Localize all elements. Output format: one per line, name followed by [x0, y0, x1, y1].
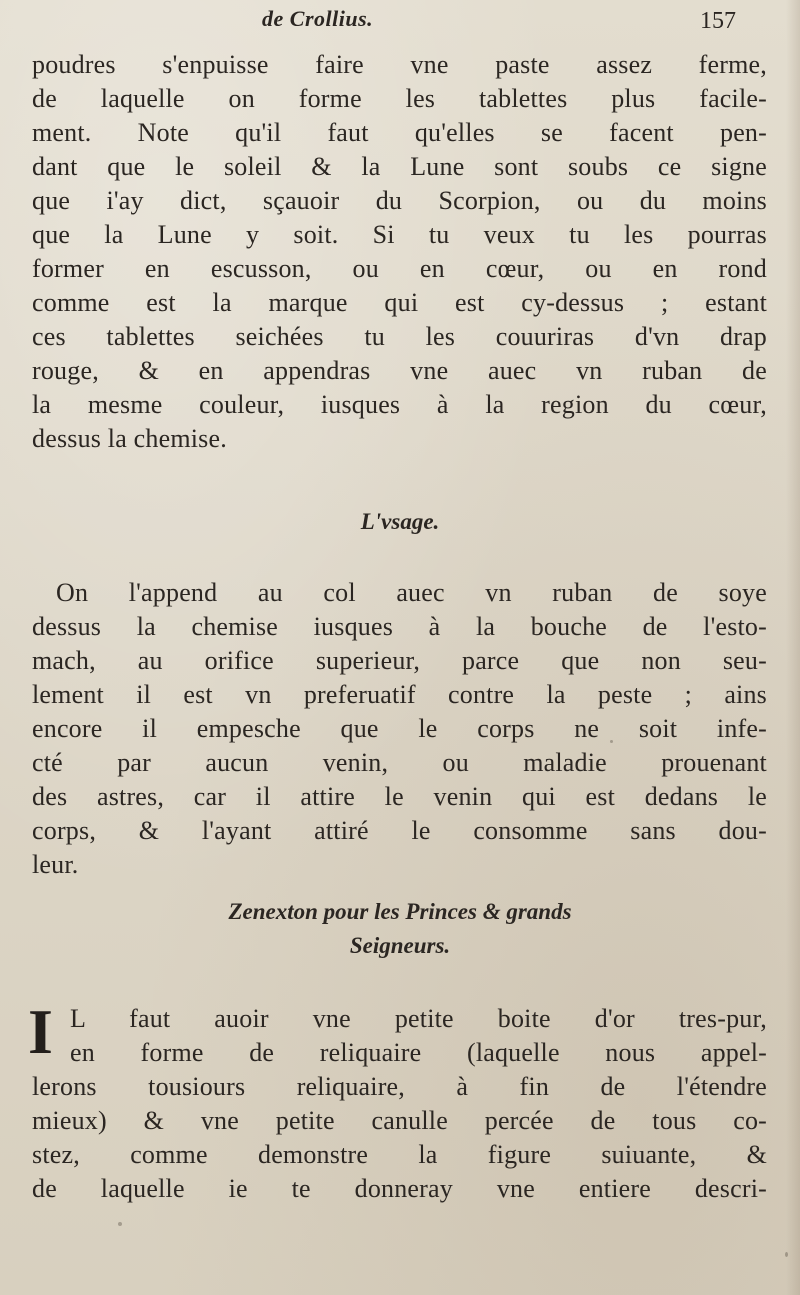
text-line: la mesme couleur, iusques à la region du cœur, [32, 390, 767, 419]
text-line: mieux) & vne petite canulle percée de tous co- [32, 1106, 767, 1135]
paper-speck [785, 1252, 788, 1257]
paper-speck [118, 1222, 122, 1226]
section-heading-zenexton: Zenexton pour les Princes & grands [228, 899, 572, 924]
text-line: dant que le soleil & la Lune sont soubs ce signe [32, 152, 767, 181]
text-line: lerons tousiours reliquaire, à fin de l'étendre [32, 1072, 767, 1101]
text-line: cté par aucun venin, ou maladie prouenant [32, 748, 767, 777]
text-line: comme est la marque qui est cy-dessus ; estant [32, 288, 767, 317]
text-line: dessus la chemise iusques à la bouche de l'esto- [32, 612, 767, 641]
text-line: que i'ay dict, sçauoir du Scorpion, ou du moins [32, 186, 767, 215]
section-heading-usage: L'vsage. [360, 509, 440, 534]
text-line: de laquelle ie te donneray vne entiere descri- [32, 1174, 767, 1203]
section-heading-zenexton-line-2: Seigneurs. [349, 933, 451, 958]
text-line: des astres, car il attire le venin qui est dedans le [32, 782, 767, 811]
text-line: stez, comme demonstre la figure suiuante, & [32, 1140, 767, 1169]
running-title: de Crollius. [262, 6, 374, 31]
text-line: dessus la chemise. [32, 424, 227, 453]
text-line: en forme de reliquaire (laquelle nous appel- [70, 1038, 767, 1067]
text-line: que la Lune y soit. Si tu veux tu les pourras [32, 220, 767, 249]
text-line: encore il empesche que le corps ne soit infe- [32, 714, 767, 743]
text-line: ment. Note qu'il faut qu'elles se facent pen- [32, 118, 767, 147]
page-number: 157 [700, 8, 736, 34]
paper-speck [610, 740, 613, 743]
text-line: corps, & l'ayant attiré le consomme sans dou- [32, 816, 767, 845]
text-line: leur. [32, 850, 79, 879]
drop-capital: I [28, 996, 53, 1067]
text-line: lement il est vn preferuatif contre la peste ; ains [32, 680, 767, 709]
page-header [0, 6, 800, 40]
text-line: mach, au orifice superieur, parce que non seu- [32, 646, 767, 675]
page-edge-shadow [786, 0, 800, 1295]
text-line: poudres s'enpuisse faire vne paste assez ferme, [32, 50, 767, 79]
text-line: de laquelle on forme les tablettes plus facile- [32, 84, 767, 113]
text-line: L faut auoir vne petite boite d'or tres-pur, [70, 1004, 767, 1033]
text-line: On l'append au col auec vn ruban de soye [56, 578, 767, 607]
text-line: former en escusson, ou en cœur, ou en rond [32, 254, 767, 283]
text-line: rouge, & en appendras vne auec vn ruban de [32, 356, 767, 385]
text-line: ces tablettes seichées tu les couuriras d'vn drap [32, 322, 767, 351]
